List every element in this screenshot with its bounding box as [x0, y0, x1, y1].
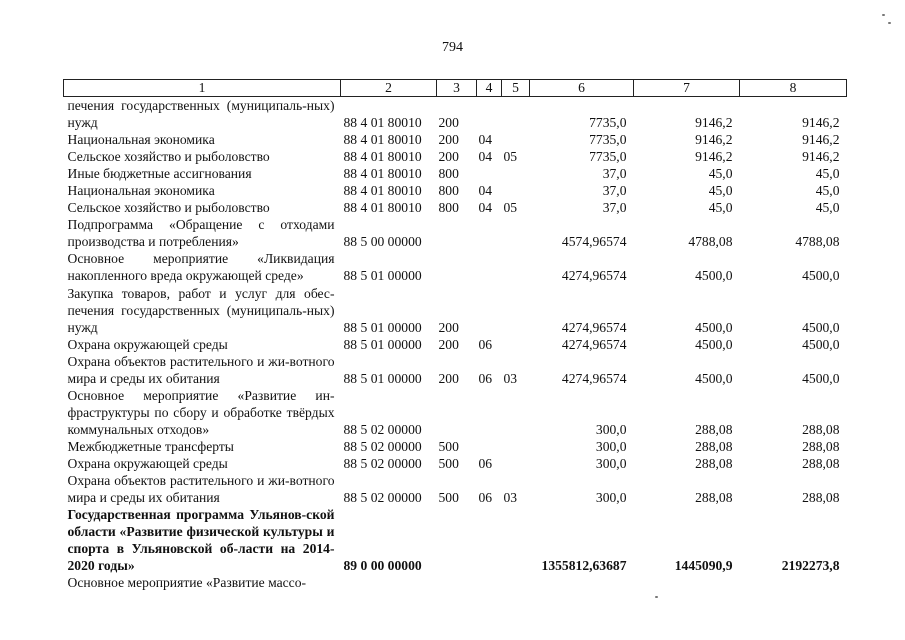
row-value-2021-cell: 45,0: [815, 200, 840, 216]
row-value-2019-cell: 7735,0: [589, 149, 627, 165]
table-row: [64, 148, 847, 165]
row-code-cell: 88 4 01 80010: [343, 132, 422, 148]
row-vr-cell: 200: [438, 370, 459, 386]
table-row: [64, 336, 847, 353]
row-value-2021-cell: 4500,0: [802, 268, 840, 284]
row-value-2019-cell: 4274,96574: [561, 336, 627, 352]
row-value-2020-cell: 9146,2: [695, 149, 733, 165]
row-value-2021-cell: 288,08: [802, 438, 840, 454]
row-name-cell: печения государственных (муниципаль-ных) нужд: [67, 98, 335, 131]
row-pr-cell: [502, 574, 530, 591]
header-col-1: 1: [64, 80, 341, 97]
row-code-cell: 88 5 02 00000: [343, 421, 422, 437]
row-value-2020-cell: 288,08: [695, 455, 733, 471]
table-row: [64, 250, 847, 284]
row-rz-cell: [477, 574, 502, 591]
row-pr-cell: [502, 182, 530, 199]
row-vr-cell: 200: [438, 336, 459, 352]
row-pr-cell: [502, 285, 530, 336]
row-name-cell: Сельское хозяйство и рыболовство: [67, 200, 270, 216]
row-name-cell: Охрана объектов растительного и жи-вотного мира и среды их обитания: [67, 473, 335, 506]
row-value-2019-cell: 37,0: [602, 183, 627, 199]
row-pr-cell: [502, 387, 530, 438]
header-col-3: 3: [437, 80, 477, 97]
row-vr-cell: 200: [438, 319, 459, 335]
row-pr-cell: [502, 438, 530, 455]
scan-speck: [888, 22, 891, 24]
row-value-2019-cell: 300,0: [595, 490, 627, 506]
table-row: [64, 199, 847, 216]
table-row: [64, 574, 847, 591]
row-name-cell: Основное мероприятие «Ликвидация накопленного вреда окружающей среде»: [67, 251, 335, 284]
row-value-2021-cell: 4500,0: [802, 319, 840, 335]
row-rz-cell: 04: [478, 183, 493, 199]
row-rz-cell: [477, 438, 502, 455]
header-col-4: 4: [477, 80, 502, 97]
scan-speck: [655, 596, 658, 598]
header-col-2: 2: [341, 80, 437, 97]
row-value-2020-cell: 4500,0: [695, 319, 733, 335]
row-value-2021-cell: 9146,2: [802, 132, 840, 148]
row-value-2021-cell: 4500,0: [802, 370, 840, 386]
row-pr-cell: [502, 97, 530, 132]
row-rz-cell: 04: [478, 149, 493, 165]
row-value-2021-cell: 4788,08: [795, 234, 840, 250]
table-body: [64, 97, 847, 592]
row-pr-cell: [502, 250, 530, 284]
row-pr-cell: 03: [503, 490, 518, 506]
row-code-cell: 89 0 00 00000: [343, 558, 422, 574]
row-value-2019-cell: 4274,96574: [561, 370, 627, 386]
row-value-2020-cell: 45,0: [708, 166, 733, 182]
row-value-2020-cell: 4500,0: [695, 370, 733, 386]
row-value-2019-cell: 7735,0: [589, 132, 627, 148]
table-row: [64, 353, 847, 387]
row-code-cell: 88 5 02 00000: [343, 490, 422, 506]
row-value-2021-cell: 9146,2: [802, 115, 840, 131]
row-rz-cell: [477, 165, 502, 182]
row-rz-cell: [477, 387, 502, 438]
header-col-5: 5: [502, 80, 530, 97]
row-rz-cell: [477, 506, 502, 574]
row-value-2020-cell: 45,0: [708, 183, 733, 199]
row-rz-cell: 06: [478, 370, 493, 386]
row-value-2019-cell: 300,0: [595, 455, 627, 471]
table-row: [64, 182, 847, 199]
row-value-2020-cell: 45,0: [708, 200, 733, 216]
row-rz-cell: 04: [478, 132, 493, 148]
page-number: 794: [442, 40, 463, 55]
row-code-cell: 88 4 01 80010: [343, 183, 422, 199]
row-name-cell: Государственная программа Ульянов-ской области «Развитие физической культуры и спорта в Ульяновской об-ласти на 2014-2020 годы»: [67, 507, 335, 574]
row-value-2020-cell: 4500,0: [695, 268, 733, 284]
row-name-cell: Охрана окружающей среды: [67, 336, 228, 352]
row-pr-cell: 05: [503, 200, 518, 216]
row-value-2021-cell: 288,08: [802, 490, 840, 506]
row-pr-cell: [502, 165, 530, 182]
row-value-2020-cell: [634, 574, 740, 591]
row-vr-cell: 500: [438, 438, 459, 454]
row-name-cell: Сельское хозяйство и рыболовство: [67, 149, 270, 165]
row-name-cell: Закупка товаров, работ и услуг для обес-печения государственных (муниципаль-ных) нужд: [67, 285, 335, 335]
row-value-2020-cell: 288,08: [695, 438, 733, 454]
header-col-7: 7: [634, 80, 740, 97]
row-vr-cell: [437, 574, 477, 591]
row-rz-cell: [477, 97, 502, 132]
row-code-cell: 88 5 01 00000: [343, 319, 422, 335]
row-value-2019-cell: 37,0: [602, 166, 627, 182]
table-row: [64, 438, 847, 455]
row-value-2019-cell: 37,0: [602, 200, 627, 216]
row-value-2021-cell: 4500,0: [802, 336, 840, 352]
row-vr-cell: 200: [438, 132, 459, 148]
row-name-cell: Основное мероприятие «Развитие массо-: [67, 575, 307, 591]
row-value-2019-cell: 4274,96574: [561, 319, 627, 335]
table-row: [64, 97, 847, 132]
row-vr-cell: [437, 216, 477, 250]
row-code-cell: 88 5 00 00000: [343, 234, 422, 250]
row-rz-cell: [477, 216, 502, 250]
row-value-2020-cell: 288,08: [695, 421, 733, 437]
scan-speck: [882, 14, 885, 16]
row-value-2019-cell: 4274,96574: [561, 268, 627, 284]
row-value-2020-cell: 4500,0: [695, 336, 733, 352]
row-rz-cell: 06: [478, 336, 493, 352]
row-code-cell: 88 4 01 80010: [343, 149, 422, 165]
row-pr-cell: [502, 455, 530, 472]
row-value-2019-cell: 1355812,63687: [541, 558, 627, 574]
row-vr-cell: [437, 250, 477, 284]
row-value-2020-cell: 9146,2: [695, 132, 733, 148]
row-vr-cell: 800: [438, 166, 459, 182]
table-row: [64, 472, 847, 506]
row-value-2020-cell: 1445090,9: [674, 558, 733, 574]
row-pr-cell: [502, 216, 530, 250]
row-name-cell: Охрана окружающей среды: [67, 455, 228, 471]
row-rz-cell: 04: [478, 200, 493, 216]
row-vr-cell: [437, 506, 477, 574]
row-name-cell: Охрана объектов растительного и жи-вотного мира и среды их обитания: [67, 353, 335, 386]
row-rz-cell: [477, 250, 502, 284]
row-value-2021-cell: 9146,2: [802, 149, 840, 165]
row-pr-cell: [502, 336, 530, 353]
row-name-cell: Подпрограмма «Обращение с отходами производства и потребления»: [67, 217, 335, 250]
row-value-2020-cell: 4788,08: [688, 234, 733, 250]
row-value-2019-cell: 300,0: [595, 421, 627, 437]
row-code-cell: 88 5 01 00000: [343, 370, 422, 386]
table-row: [64, 387, 847, 438]
row-value-2021-cell: 288,08: [802, 455, 840, 471]
header-col-8: 8: [740, 80, 847, 97]
row-code-cell: 88 5 02 00000: [343, 438, 422, 454]
row-rz-cell: [477, 285, 502, 336]
row-vr-cell: 500: [438, 455, 459, 471]
row-name-cell: Иные бюджетные ассигнования: [67, 166, 252, 182]
row-value-2021-cell: 2192273,8: [781, 558, 840, 574]
table-row: [64, 285, 847, 336]
row-pr-cell: [502, 131, 530, 148]
row-code-cell: 88 5 01 00000: [343, 268, 422, 284]
row-name-cell: Национальная экономика: [67, 183, 215, 199]
row-value-2021-cell: 45,0: [815, 166, 840, 182]
row-vr-cell: 200: [438, 149, 459, 165]
row-value-2019-cell: 300,0: [595, 438, 627, 454]
row-pr-cell: 03: [503, 370, 518, 386]
row-code-cell: 88 5 01 00000: [343, 336, 422, 352]
table-header-row: [64, 80, 847, 97]
row-name-cell: Основное мероприятие «Развитие ин-фраструктуры по сбору и обработке твёрдых коммунальных отходов»: [67, 387, 335, 437]
row-code-cell: 88 4 01 80010: [343, 166, 422, 182]
row-name-cell: Национальная экономика: [67, 132, 215, 148]
table-row: [64, 165, 847, 182]
row-value-2020-cell: 9146,2: [695, 115, 733, 131]
row-vr-cell: 800: [438, 183, 459, 199]
table-row: [64, 506, 847, 574]
row-pr-cell: 05: [503, 149, 518, 165]
row-pr-cell: [502, 506, 530, 574]
row-vr-cell: 800: [438, 200, 459, 216]
row-vr-cell: [437, 387, 477, 438]
row-value-2021-cell: 288,08: [802, 421, 840, 437]
row-code-cell: 88 5 02 00000: [343, 455, 422, 471]
header-col-6: 6: [530, 80, 634, 97]
row-value-2021-cell: 45,0: [815, 183, 840, 199]
row-vr-cell: 200: [438, 115, 459, 131]
row-code-cell: 88 4 01 80010: [343, 115, 422, 131]
table-row: [64, 216, 847, 250]
row-code-cell: 88 4 01 80010: [343, 200, 422, 216]
row-value-2019-cell: 7735,0: [589, 115, 627, 131]
row-rz-cell: 06: [478, 490, 493, 506]
table-row: [64, 455, 847, 472]
row-value-2019-cell: 4574,96574: [561, 234, 627, 250]
row-vr-cell: 500: [438, 490, 459, 506]
row-value-2020-cell: 288,08: [695, 490, 733, 506]
row-rz-cell: 06: [478, 455, 493, 471]
budget-table: [63, 79, 847, 591]
table-row: [64, 131, 847, 148]
row-name-cell: Межбюджетные трансферты: [67, 438, 234, 454]
row-value-2021-cell: [740, 574, 847, 591]
row-code-cell: [341, 574, 437, 591]
row-value-2019-cell: [530, 574, 634, 591]
